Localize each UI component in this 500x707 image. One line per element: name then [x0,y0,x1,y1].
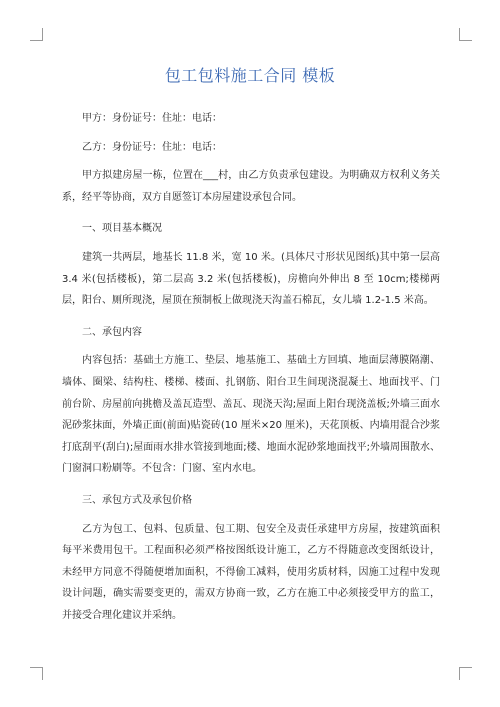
crop-mark-bottom-right [459,667,472,680]
document-title: 包工包料施工合同 模板 [164,66,336,85]
crop-mark-top-right [459,28,472,41]
section-3-heading: 三、承包方式及承包价格 [82,494,192,506]
section-2-heading: 二、承包内容 [82,326,142,338]
document-body [62,108,440,636]
crop-mark-top-left [30,28,43,41]
section-1-paragraph: 建筑一共两层，地基长 11.8 米，宽 10 米。(具体尺寸形状见图纸)其中第一层高 3.4 米(包括楼板)，第二层高 3.2 米(包括楼板)，房檐向外伸出 8 至 10cm;楼梯两层，阳台、厕所现浇，屋顶在预制板上做现浇天沟盖石棉瓦，女儿墙 1.2-1.5 米高。 [62,251,440,307]
crop-mark-bottom-left [30,667,43,680]
party-a-line: 甲方：身份证号：住址：电话： [82,113,222,124]
party-b-line: 乙方：身份证号：住址：电话： [82,141,222,153]
section-1-heading: 一、项目基本概况 [82,223,162,235]
intro-paragraph: 甲方拟建房屋一栋，位置在___村，由乙方负责承包建设。为明确双方权利义务关系，经平等协商，双方自愿签订本房屋建设承包合同。 [62,170,440,203]
section-3-paragraph: 乙方为包工、包料、包质量、包工期、包安全及责任承建甲方房屋，按建筑面积每平米费用包干。工程面积必须严格按图纸设计施工，乙方不得随意改变图纸设计，未经甲方同意不得随便增加面积，不得偷工减料，使用劣质材料，因施工过程中发现设计问题，确实需要变更的，需双方协商一致，乙方在施工中必须接受甲方的监工，并接受合理化建议并采纳。 [62,523,440,621]
section-2-paragraph: 内容包括：基础土方施工、垫层、地基施工、基础土方回填、地面层薄膜隔潮、墙体、圈梁、结构柱、楼梯、楼面、扎钢筋、阳台卫生间现浇混凝土、地面找平、门前台阶、房屋前向挑檐及盖瓦造型、盖瓦、现浇天沟;屋面上阳台现浇盖板;外墙三面水泥砂浆抹面，外墙正面(前面)贴瓷砖(10 厘米×20 厘米)，天花顶板、内墙用混合沙浆打底刮平(刮白);屋面雨水排水管接到地面;楼、地面水泥砂浆地面找平;外墙周围散水、门窗洞口粉刷等。不包含：门窗、室内水电。 [62,355,440,475]
